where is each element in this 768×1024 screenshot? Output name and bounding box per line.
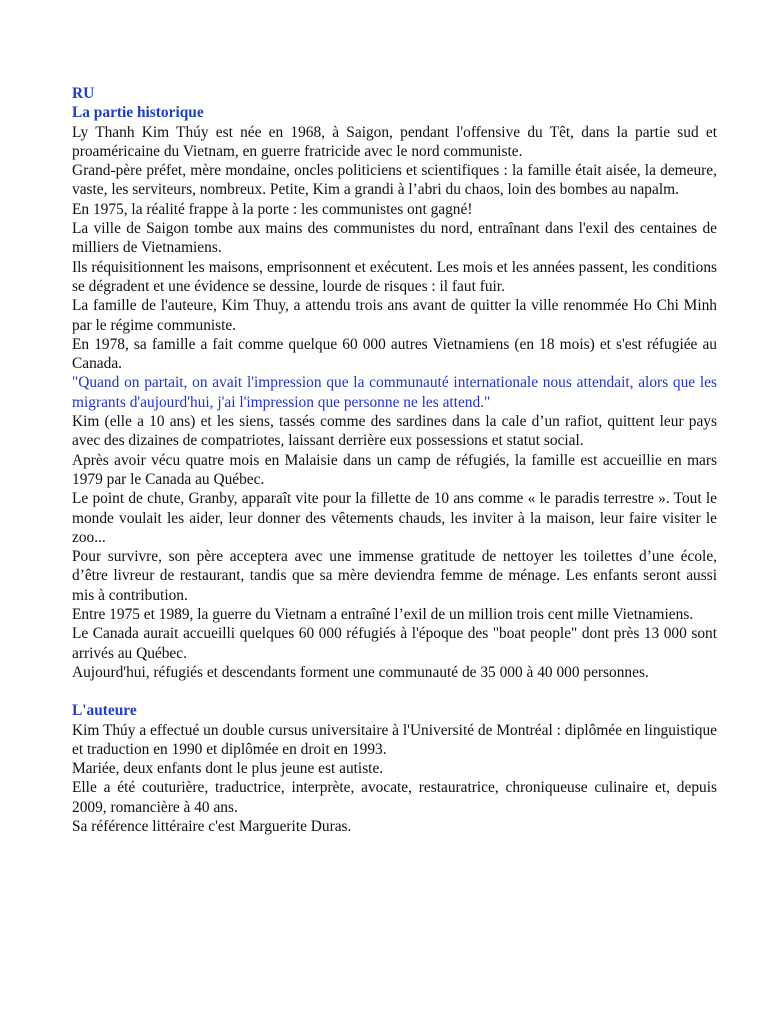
paragraph: Pour survivre, son père acceptera avec une immense gratitude de nettoyer les toilettes d’une école, d’être livreur de restaurant, tandis que sa mère deviendra femme de ménage. Les enfants seront aussi mis à contribution. (72, 548, 717, 604)
paragraph: Aujourd'hui, réfugiés et descendants forment une communauté de 35 000 à 40 000 personnes. (72, 663, 649, 681)
paragraph: Kim Thúy a effectué un double cursus universitaire à l'Université de Montréal : diplômée en linguistique et traduction en 1990 et diplômée en droit en 1993. (72, 721, 717, 758)
paragraph: Le point de chute, Granby, apparaît vite pour la fillette de 10 ans comme « le paradis terrestre ». Tout le monde voulait les aider, leur donner des vêtements chauds, les inviter à la maison, leur faire visiter le zoo... (72, 490, 717, 546)
paragraph: En 1978, sa famille a fait comme quelque 60 000 autres Vietnamiens (en 18 mois) et s'est réfugiée au Canada. (72, 335, 717, 373)
paragraph: Grand-père préfet, mère mondaine, oncles politiciens et scientifiques : la famille était aisée, la demeure, vaste, les serviteurs, nombreux. Petite, Kim a grandi à l’abri du chaos, loin des bombes au napalm. (72, 162, 717, 199)
paragraph: Ils réquisitionnent les maisons, emprisonnent et exécutent. Les mois et les années passent, les conditions se dégradent et une évidence se dessine, lourde de risques : il faut fuir. (72, 258, 717, 295)
paragraph: En 1975, la réalité frappe à la porte : les communistes ont gagné! (72, 200, 473, 218)
section-title-historique: La partie historique (72, 104, 204, 122)
paragraph: Mariée, deux enfants dont le plus jeune est autiste. (72, 760, 384, 778)
paragraph: Ly Thanh Kim Thúy est née en 1968, à Saigon, pendant l'offensive du Têt, dans la partie sud et proaméricaine du Vietnam, en guerre fratricide avec le nord communiste. (72, 123, 717, 160)
paragraph: Kim (elle a 10 ans) et les siens, tassés comme des sardines dans la cale d’un rafiot, quittent leur pays avec des dizaines de compatriotes, laissant derrière eux possessions et statut social. (72, 413, 717, 450)
paragraph: Sa référence littéraire c'est Marguerite Duras. (72, 817, 352, 835)
paragraph: La famille de l'auteure, Kim Thuy, a attendu trois ans avant de quitter la ville renommée Ho Chi Minh par le régime communiste. (72, 297, 717, 334)
section-spacer (72, 682, 717, 701)
section-tag: RU (72, 85, 95, 102)
paragraph: Après avoir vécu quatre mois en Malaisie dans un camp de réfugiés, la famille est accueillie en mars 1979 par le Canada au Québec. (72, 451, 717, 488)
paragraph: Le Canada aurait accueilli quelques 60 000 réfugiés à l'époque des "boat people" dont près 13 000 sont arrivés au Québec. (72, 625, 717, 662)
paragraph: Entre 1975 et 1989, la guerre du Vietnam a entraîné l’exil de un million trois cent mille Vietnamiens. (72, 606, 694, 624)
quote-block: "Quand on partait, on avait l'impression que la communauté internationale nous attendait, alors que les migrants d'aujourd'hui, j'ai l'impression que personne ne les attend." (72, 374, 717, 411)
paragraph: Elle a été couturière, traductrice, interprète, avocate, restauratrice, chroniqueuse culinaire et, depuis 2009, romancière à 40 ans. (72, 779, 717, 816)
paragraph: La ville de Saigon tombe aux mains des communistes du nord, entraînant dans l'exil des centaines de milliers de Vietnamiens. (72, 220, 717, 257)
document-page (72, 84, 717, 836)
section-title-auteure: L'auteure (72, 702, 137, 720)
